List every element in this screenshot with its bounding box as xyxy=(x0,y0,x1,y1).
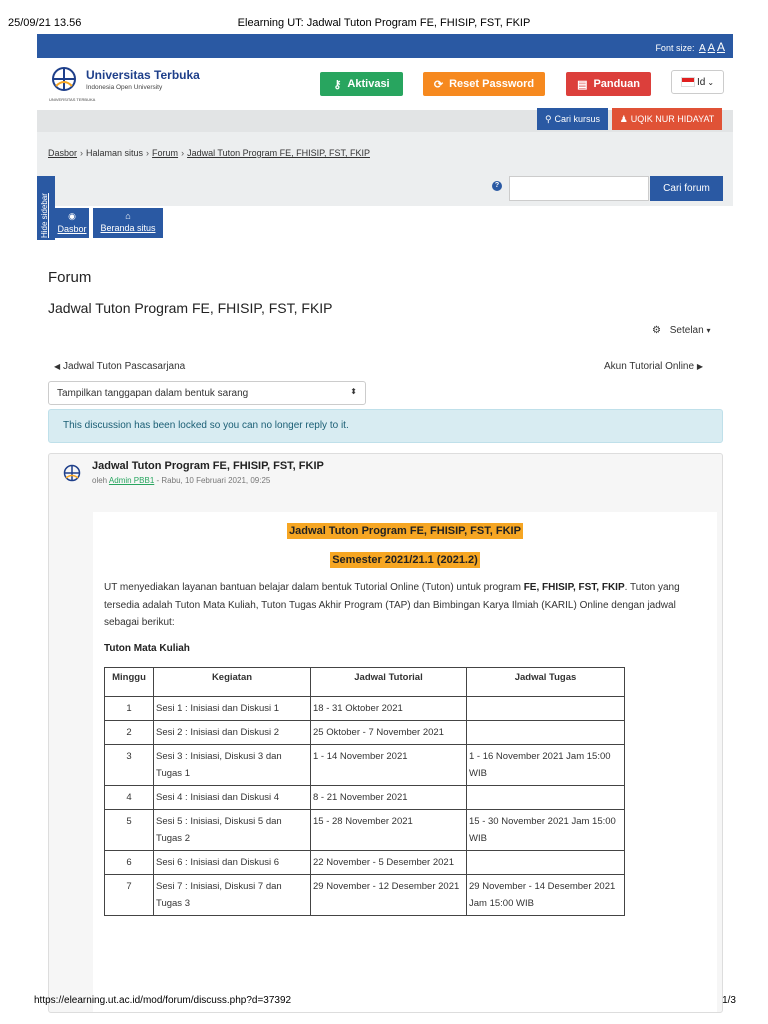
cell-minggu: 4 xyxy=(105,786,154,810)
font-size-control xyxy=(655,40,725,54)
display-mode-value: Tampilkan tanggapan dalam bentuk sarang xyxy=(57,388,249,399)
aktivasi-button[interactable] xyxy=(320,72,403,96)
print-timestamp: 25/09/21 13.56 xyxy=(8,17,82,29)
post-date: - Rabu, 10 Februari 2021, 09:25 xyxy=(156,476,271,485)
breadcrumb-halaman-situs: Halaman situs xyxy=(86,148,144,158)
key-icon: ⚷ xyxy=(333,78,342,91)
cell-minggu: 1 xyxy=(105,697,154,721)
table-row xyxy=(105,721,625,745)
post-title: Jadwal Tuton Program FE, FHISIP, FST, FKIP xyxy=(92,460,324,472)
col-jadwal-tutorial: Jadwal Tutorial xyxy=(311,668,467,697)
cell-jadwal-tutorial: 15 - 28 November 2021 xyxy=(311,810,467,851)
discussion-title: Jadwal Tuton Program FE, FHISIP, FST, FKIP xyxy=(48,300,333,316)
tuton-mata-kuliah-heading: Tuton Mata Kuliah xyxy=(104,643,190,654)
panduan-label: Panduan xyxy=(593,78,640,90)
home-icon: ⌂ xyxy=(125,211,131,221)
cell-kegiatan: Sesi 5 : Inisiasi, Diskusi 5 dan Tugas 2 xyxy=(154,810,311,851)
cell-minggu: 2 xyxy=(105,721,154,745)
search-icon: ⚲ xyxy=(544,113,552,124)
table-row xyxy=(105,745,625,786)
content-heading xyxy=(93,521,717,539)
topbar xyxy=(37,34,733,58)
cari-kursus-button[interactable] xyxy=(537,108,608,130)
display-mode-select[interactable] xyxy=(48,381,366,405)
arrow-left-icon: ◀ xyxy=(54,362,61,371)
font-size-large[interactable]: A xyxy=(716,40,725,54)
caret-down-icon: ▾ xyxy=(706,326,711,335)
brand-name: Universitas Terbuka xyxy=(86,68,200,82)
forum-post xyxy=(48,453,723,1013)
help-icon[interactable]: ? xyxy=(492,181,502,191)
table-row xyxy=(105,851,625,875)
cell-jadwal-tutorial: 1 - 14 November 2021 xyxy=(311,745,467,786)
dashboard-icon: ◉ xyxy=(68,211,76,221)
gear-icon: ⚙ xyxy=(652,325,661,336)
previous-discussion-label: Jadwal Tuton Pascasarjana xyxy=(62,361,186,372)
breadcrumb-forum[interactable]: Forum xyxy=(152,148,179,158)
post-author-link[interactable]: Admin PBB1 xyxy=(108,476,155,485)
breadcrumb-separator: › xyxy=(181,148,185,158)
breadcrumb xyxy=(48,148,370,158)
content-heading-text: Jadwal Tuton Program FE, FHISIP, FST, FKIP xyxy=(289,525,521,537)
language-selector[interactable] xyxy=(671,70,724,94)
table-row xyxy=(105,697,625,721)
reset-password-label: Reset Password xyxy=(449,78,535,90)
brand-tagline: Indonesia Open University xyxy=(86,84,163,91)
cell-jadwal-tutorial: 25 Oktober - 7 November 2021 xyxy=(311,721,467,745)
schedule-table xyxy=(104,667,625,916)
author-avatar xyxy=(61,464,83,486)
cell-jadwal-tutorial: 18 - 31 Oktober 2021 xyxy=(311,697,467,721)
refresh-icon: ⟳ xyxy=(433,78,444,91)
breadcrumb-dasbor[interactable]: Dasbor xyxy=(48,148,78,158)
cell-kegiatan: Sesi 7 : Inisiasi, Diskusi 7 dan Tugas 3 xyxy=(154,875,311,916)
col-jadwal-tugas: Jadwal Tugas xyxy=(467,668,625,697)
intro-text-2: . Tuton yang tersedia adalah Tuton Mata Kuliah, Tuton Tugas Akhir Program (TAP) dan Bimbingan Karya Ilmiah (KARIL) Online dengan jadwal sebagai berikut: xyxy=(104,582,680,628)
hide-sidebar-toggle[interactable] xyxy=(37,176,55,240)
print-page-number: 1/3 xyxy=(722,995,736,1006)
semester-heading xyxy=(93,550,717,568)
post-content xyxy=(93,512,717,1013)
settings-label: Setelan xyxy=(669,325,704,336)
breadcrumb-discussion[interactable]: Jadwal Tuton Program FE, FHISIP, FST, FKIP xyxy=(187,148,370,158)
post-by: oleh xyxy=(92,476,108,485)
nav-beranda-label: Beranda situs xyxy=(100,223,156,233)
ut-logo-icon xyxy=(49,66,79,96)
cell-kegiatan: Sesi 2 : Inisiasi dan Diskusi 2 xyxy=(154,721,311,745)
locked-alert: This discussion has been locked so you can no longer reply to it. xyxy=(48,409,723,443)
aktivasi-label: Aktivasi xyxy=(347,78,390,90)
file-icon: ▤ xyxy=(577,78,588,91)
chevron-down-icon: ⌄ xyxy=(707,77,715,87)
semester-heading-text: Semester 2021/21.1 (2021.2) xyxy=(332,554,478,566)
font-size-small[interactable]: A xyxy=(698,43,706,54)
user-menu-button[interactable] xyxy=(612,108,722,130)
cell-jadwal-tugas xyxy=(467,721,625,745)
cell-jadwal-tugas xyxy=(467,786,625,810)
print-footer xyxy=(0,993,768,1024)
panduan-button[interactable] xyxy=(566,72,651,96)
nav-dasbor-label: Dasbor xyxy=(57,224,87,234)
next-discussion-label: Akun Tutorial Online xyxy=(604,361,695,372)
table-row xyxy=(105,786,625,810)
print-header xyxy=(0,0,768,34)
cell-jadwal-tugas: 15 - 30 November 2021 Jam 15:00 WIB xyxy=(467,810,625,851)
site-logo[interactable] xyxy=(49,66,199,102)
next-discussion-link[interactable] xyxy=(604,361,703,372)
user-name: UQIK NUR HIDAYAT xyxy=(630,114,715,124)
table-header-row xyxy=(105,668,625,697)
cell-kegiatan: Sesi 1 : Inisiasi dan Diskusi 1 xyxy=(154,697,311,721)
cell-minggu: 7 xyxy=(105,875,154,916)
cell-minggu: 6 xyxy=(105,851,154,875)
nav-beranda-button[interactable] xyxy=(93,208,163,238)
cell-jadwal-tugas: 1 - 16 November 2021 Jam 15:00 WIB xyxy=(467,745,625,786)
intro-text-1: UT menyediakan layanan bantuan belajar dalam bentuk Tutorial Online (Tuton) untuk program xyxy=(104,582,524,593)
cell-jadwal-tutorial: 29 November - 12 Desember 2021 xyxy=(311,875,467,916)
previous-discussion-link[interactable] xyxy=(54,361,185,372)
user-icon: ♟ xyxy=(619,113,628,124)
cell-jadwal-tutorial: 8 - 21 November 2021 xyxy=(311,786,467,810)
col-kegiatan: Kegiatan xyxy=(154,668,311,697)
intro-paragraph xyxy=(104,579,702,632)
cell-jadwal-tutorial: 22 November - 5 Desember 2021 xyxy=(311,851,467,875)
site-header xyxy=(37,58,733,110)
reset-password-button[interactable] xyxy=(423,72,545,96)
font-size-label: Font size: xyxy=(655,43,695,53)
cell-jadwal-tugas: 29 November - 14 Desember 2021 Jam 15:00 WIB xyxy=(467,875,625,916)
cell-minggu: 5 xyxy=(105,810,154,851)
cell-kegiatan: Sesi 6 : Inisiasi dan Diskusi 6 xyxy=(154,851,311,875)
nav-dasbor-button[interactable] xyxy=(55,208,89,238)
breadcrumb-separator: › xyxy=(146,148,150,158)
brand-mark-text: UNIVERSITAS TERBUKA xyxy=(49,97,96,102)
settings-menu[interactable] xyxy=(652,325,710,336)
col-minggu: Minggu xyxy=(105,668,154,697)
print-page-title: Elearning UT: Jadwal Tuton Program FE, FHISIP, FST, FKIP xyxy=(237,17,531,29)
hide-sidebar-label: Hide sidebar xyxy=(40,193,49,238)
font-size-medium[interactable]: A xyxy=(707,42,715,54)
forum-title: Forum xyxy=(48,269,92,286)
language-label: Id xyxy=(696,76,706,88)
cari-kursus-label: Cari kursus xyxy=(554,114,601,124)
table-row xyxy=(105,810,625,851)
cell-kegiatan: Sesi 3 : Inisiasi, Diskusi 3 dan Tugas 1 xyxy=(154,745,311,786)
select-arrows-icon: ⬍ xyxy=(350,387,357,396)
cell-jadwal-tugas xyxy=(467,697,625,721)
flag-icon xyxy=(681,77,695,87)
cari-forum-button[interactable]: Cari forum xyxy=(650,176,723,201)
table-row xyxy=(105,875,625,916)
cell-jadwal-tugas xyxy=(467,851,625,875)
arrow-right-icon: ▶ xyxy=(696,362,703,371)
forum-search-input[interactable] xyxy=(509,176,649,201)
cell-minggu: 3 xyxy=(105,745,154,786)
print-url: https://elearning.ut.ac.id/mod/forum/discuss.php?d=37392 xyxy=(34,995,292,1006)
post-meta xyxy=(92,476,270,485)
intro-programs: FE, FHISIP, FST, FKIP xyxy=(523,582,625,593)
cell-kegiatan: Sesi 4 : Inisiasi dan Diskusi 4 xyxy=(154,786,311,810)
breadcrumb-separator: › xyxy=(80,148,84,158)
